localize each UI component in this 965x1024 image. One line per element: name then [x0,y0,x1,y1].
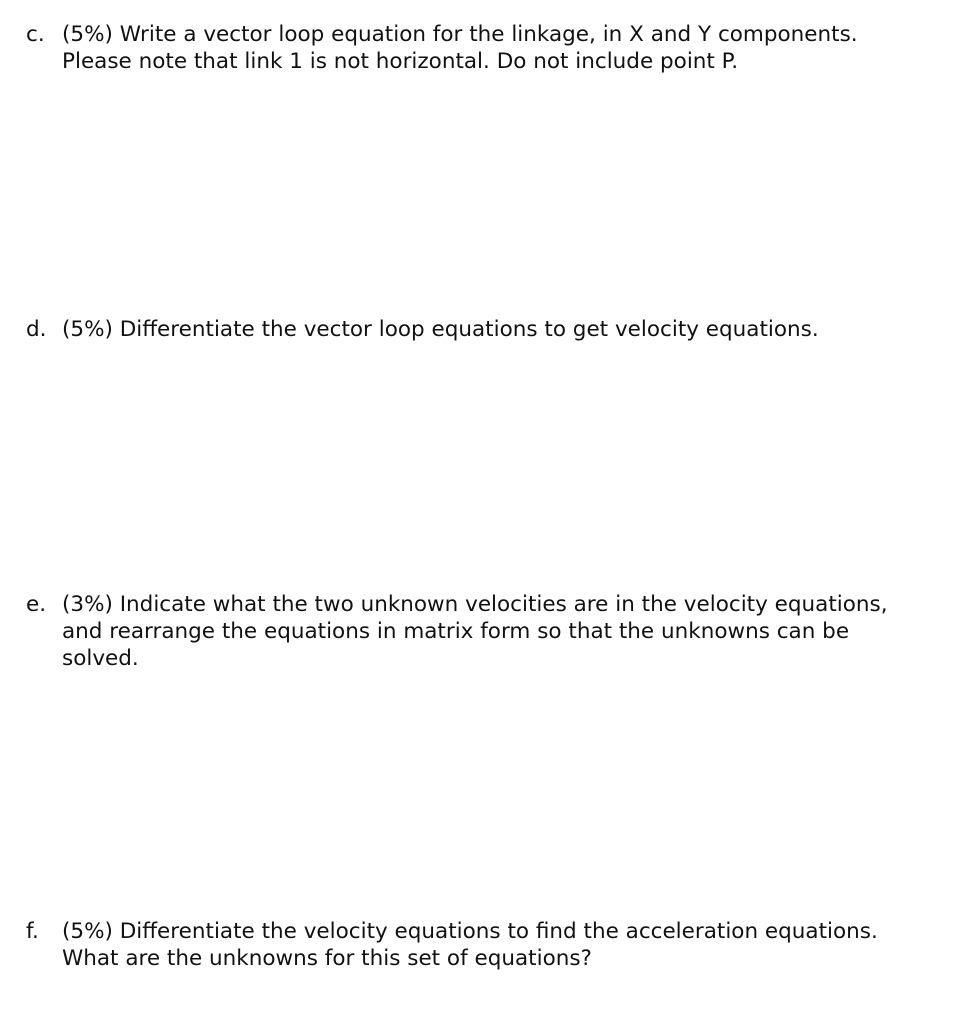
question-line: solved. [62,646,139,671]
question-f [26,918,956,972]
question-line: (5%) Write a vector loop equation for the linkage, in X and Y components. [62,22,858,47]
question-line: (5%) Differentiate the vector loop equations to get velocity equations. [62,317,819,342]
question-c [26,21,956,75]
question-label: c. [26,22,45,47]
question-label: f. [26,919,39,944]
question-line: (3%) Indicate what the two unknown velocities are in the velocity equations, [62,592,888,617]
question-text [62,591,956,672]
question-line: (5%) Differentiate the velocity equations to find the acceleration equations. [62,919,878,944]
question-label: e. [26,592,47,617]
question-d [26,316,956,343]
question-text [62,316,956,343]
question-text [62,918,956,972]
question-line: What are the unknowns for this set of equations? [62,946,592,971]
question-line: Please note that link 1 is not horizontal. Do not include point P. [62,49,739,74]
question-e [26,591,956,672]
question-label: d. [26,317,47,342]
question-text [62,21,956,75]
question-line: and rearrange the equations in matrix form so that the unknowns can be [62,619,850,644]
